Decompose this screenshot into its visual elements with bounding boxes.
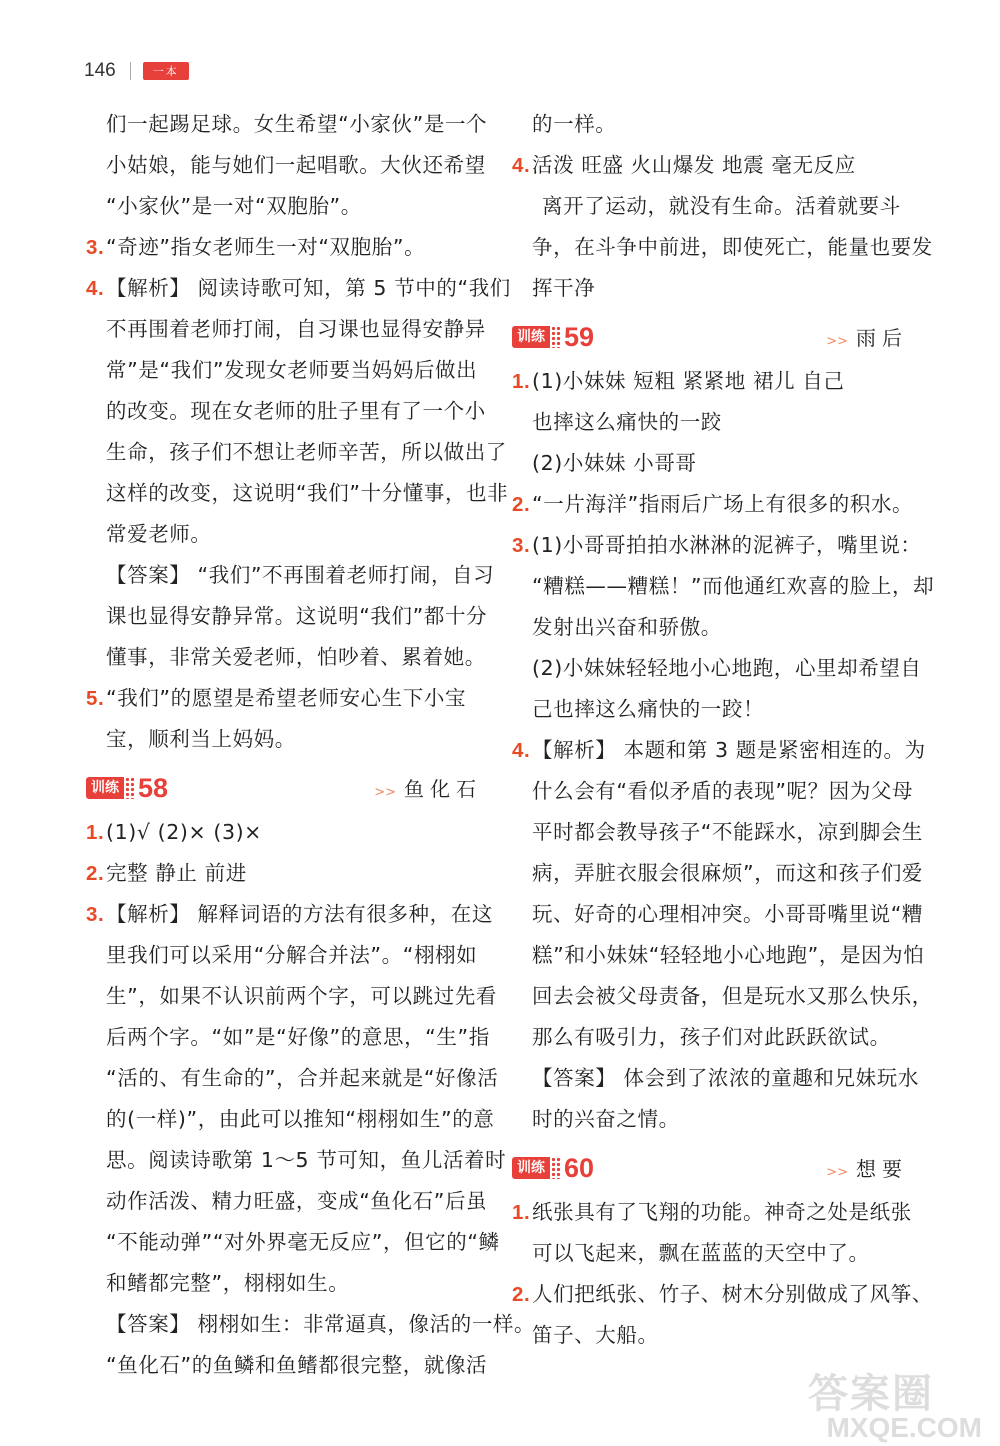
question-2: [512, 484, 914, 525]
lesson-title: [374, 768, 482, 814]
text-line: 回去会被父母责备，但是玩水又那么快乐，: [532, 984, 933, 1008]
question-text: (1)√ (2)× (3)×: [106, 820, 262, 844]
question-3: [512, 525, 922, 566]
text-line: “活的、有生命的”，合并起来就是“好像活: [106, 1066, 499, 1090]
answer-line: 【答案】 体会到了浓浓的童趣和兄妹玩水: [532, 1066, 919, 1090]
header-brand-tag: 一本: [143, 62, 189, 80]
answer-line: 懂事，非常关爱老师，怕吵着、累着她。: [106, 645, 486, 669]
answer-line: “鱼化石”的鱼鳞和鱼鳍都很完整，就像活: [106, 1353, 488, 1377]
text-line: (2)小妹妹轻轻地小心地跑，心里却希望自: [532, 656, 922, 680]
answer-line: 【答案】 “我们”不再围着老师打闹，自习: [106, 563, 495, 587]
badge-label: 训练: [512, 326, 550, 348]
badge-number: 59: [564, 322, 595, 352]
text-line: 这样的改变，这说明“我们”十分懂事，也非: [106, 481, 509, 505]
answer-line: 时的兴奋之情。: [532, 1107, 680, 1131]
question-number: 4.: [86, 277, 105, 300]
lesson-title: [826, 317, 908, 363]
text-line: 什么会有“看似矛盾的表现”呢？因为父母: [532, 779, 914, 803]
text-line: 常”是“我们”发现女老师要当妈妈后做出: [106, 358, 478, 382]
text-line: 常爱老师。: [106, 522, 212, 546]
lesson-title-text: 雨后: [856, 326, 908, 350]
text-line: 平时都会教导孩子“不能踩水，凉到脚会生: [532, 820, 924, 844]
question-3: [86, 894, 493, 935]
page-number: 146: [84, 60, 116, 81]
text-line: 小姑娘，能与她们一起唱歌。大伙还希望: [106, 153, 486, 177]
text-line: 也摔这么痛快的一跤: [532, 410, 722, 434]
text-line: 离开了运动，就没有生命。活着就要斗: [542, 194, 901, 218]
question-text: (1)小妹妹 短粗 紧紧地 裙儿 自己: [532, 369, 845, 393]
question-number: 1.: [512, 1201, 531, 1224]
dot-grid-icon: [551, 1157, 561, 1179]
question-text: 纸张具有了飞翔的功能。神奇之处是纸张: [532, 1200, 912, 1224]
dot-grid-icon: [125, 777, 135, 799]
question-text: 活泼 旺盛 火山爆发 地震 毫无反应: [532, 153, 856, 177]
question-text: “我们”的愿望是希望老师安心生下小宝: [106, 686, 467, 710]
question-text: “一片海洋”指雨后广场上有很多的积水。: [532, 492, 914, 516]
text-line: 后两个字。“如”是“好像”的意思，“生”指: [106, 1025, 490, 1049]
watermark-text: 答案圈: [808, 1371, 934, 1417]
text-line: 那么有吸引力，孩子们对此跃跃欲试。: [532, 1025, 891, 1049]
double-arrow-icon: >>: [826, 334, 848, 349]
question-number: 2.: [512, 493, 531, 516]
text-line: “不能动弹”“对外界毫无反应”，但它的“鳞: [106, 1230, 500, 1254]
text-line: 争，在斗争中前进，即使死亡，能量也要发: [532, 235, 933, 259]
question-number: 3.: [86, 903, 105, 926]
watermark-url: MXQE.COM: [826, 1412, 982, 1443]
text-line: 思。阅读诗歌第 1～5 节可知，鱼儿活着时: [106, 1148, 507, 1172]
badge-label: 训练: [512, 1157, 550, 1179]
text-line: 笛子、大船。: [532, 1323, 659, 1347]
answer-line: 课也显得安静异常。这说明“我们”都十分: [106, 604, 488, 628]
question-number: 2.: [86, 862, 105, 885]
left-column: [86, 104, 536, 1386]
question-number: 2.: [512, 1283, 531, 1306]
dot-grid-icon: [551, 326, 561, 348]
text-line: 的改变。现在女老师的肚子里有了一个小: [106, 399, 486, 423]
section-header-58: [86, 768, 482, 810]
question-1: [512, 361, 908, 402]
lesson-title-text: 想要: [856, 1157, 908, 1181]
question-text: 人们把纸张、竹子、树木分别做成了风筝、: [532, 1282, 933, 1306]
analysis-text: 【解析】 本题和第 3 题是紧密相连的。为: [532, 738, 926, 762]
badge-label: 训练: [86, 777, 124, 799]
question-text: “奇迹”指女老师生一对“双胞胎”。: [106, 235, 426, 259]
badge-number: 58: [138, 773, 169, 803]
text-line: 们一起踢足球。女生希望“小家伙”是一个: [106, 112, 488, 136]
text-line: 的一样。: [532, 112, 617, 136]
double-arrow-icon: >>: [374, 785, 396, 800]
lesson-title: [826, 1148, 908, 1194]
question-2: [512, 1274, 933, 1315]
question-number: 1.: [512, 370, 531, 393]
text-line: 和鳍都完整”，栩栩如生。: [106, 1271, 350, 1295]
training-badge: [86, 773, 169, 803]
header-divider: [130, 62, 131, 80]
question-text: (1)小哥哥拍拍水淋淋的泥裤子，嘴里说：: [532, 533, 922, 557]
text-line: 生命，孩子们不想让老师辛苦，所以做出了: [106, 440, 507, 464]
text-line: 玩、好奇的心理相冲突。小哥哥嘴里说“糟: [532, 902, 924, 926]
analysis-text: 【解析】 解释词语的方法有很多种，在这: [106, 902, 493, 926]
lesson-title-text: 鱼化石: [404, 777, 482, 801]
question-number: 4.: [512, 739, 531, 762]
text-line: 糕”和小妹妹“轻轻地小心地跑”，是因为怕: [532, 943, 925, 967]
text-line: 宝，顺利当上妈妈。: [106, 727, 296, 751]
text-line: 病，弄脏衣服会很麻烦”，而这和孩子们爱: [532, 861, 924, 885]
question-3: [86, 227, 482, 268]
right-column: [512, 104, 935, 1356]
question-number: 1.: [86, 821, 105, 844]
question-5: [86, 678, 482, 719]
text-line: 发射出兴奋和骄傲。: [532, 615, 722, 639]
text-line: 动作活泼、精力旺盛，变成“鱼化石”后虽: [106, 1189, 488, 1213]
question-4: [512, 145, 908, 186]
text-line: 己也摔这么痛快的一跤！: [532, 697, 765, 721]
question-4: [512, 730, 926, 771]
question-number: 3.: [86, 236, 105, 259]
question-number: 3.: [512, 534, 531, 557]
text-line: (2)小妹妹 小哥哥: [532, 451, 697, 475]
text-line: “糟糕——糟糕！”而他通红欢喜的脸上，却: [532, 574, 935, 598]
question-4: [86, 268, 511, 309]
text-line: 生”，如果不认识前两个字，可以跳过先看: [106, 984, 498, 1008]
section-header-60: [512, 1148, 908, 1190]
badge-number: 60: [564, 1153, 595, 1183]
text-line: 里我们可以采用“分解合并法”。“栩栩如: [106, 943, 478, 967]
question-1: [86, 812, 482, 853]
page-header: [84, 56, 189, 86]
analysis-text: 【解析】 阅读诗歌可知，第 5 节中的“我们: [106, 276, 511, 300]
text-line: 不再围着老师打闹，自习课也显得安静异: [106, 317, 486, 341]
double-arrow-icon: >>: [826, 1165, 848, 1180]
watermark-logo: [808, 1362, 988, 1444]
training-badge: [512, 1153, 595, 1183]
section-header-59: [512, 317, 908, 359]
question-number: 5.: [86, 687, 105, 710]
question-1: [512, 1192, 912, 1233]
text-line: 可以飞起来，飘在蓝蓝的天空中了。: [532, 1241, 870, 1265]
text-line: “小家伙”是一对“双胞胎”。: [106, 194, 362, 218]
question-2: [86, 853, 482, 894]
text-line: 挥干净: [532, 276, 596, 300]
text-line: 的(一样)”，由此可以推知“栩栩如生”的意: [106, 1107, 495, 1131]
question-text: 完整 静止 前进: [106, 861, 247, 885]
question-number: 4.: [512, 154, 531, 177]
training-badge: [512, 322, 595, 352]
answer-line: 【答案】 栩栩如生：非常逼真，像活的一样。: [106, 1312, 536, 1336]
